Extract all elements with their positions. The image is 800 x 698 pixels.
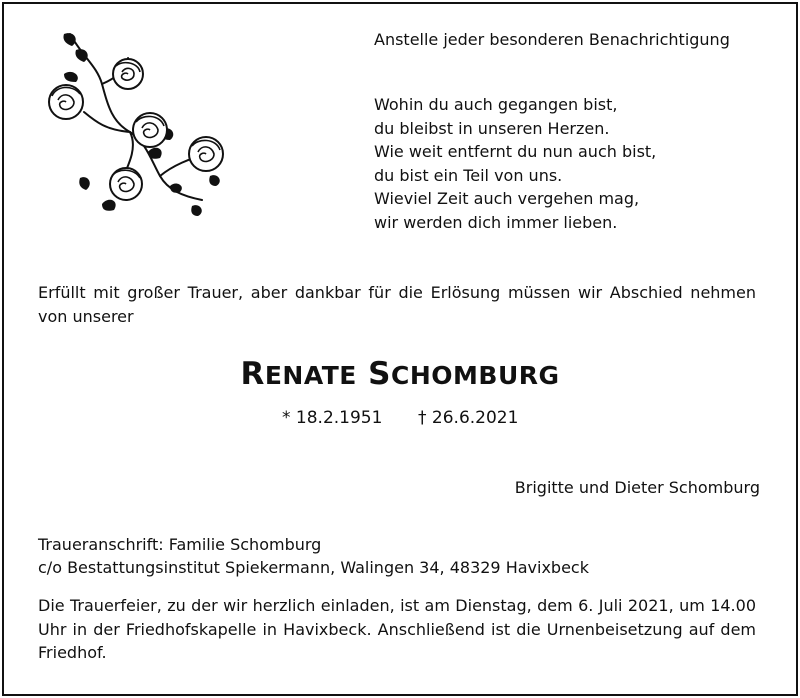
name-last-initial: S	[368, 356, 391, 392]
intro-line: Anstelle jeder besonderen Benachrichtigung	[374, 30, 730, 49]
poem-line: Wie weit entfernt du nun auch bist,	[374, 142, 657, 161]
lead-paragraph: Erfüllt mit großer Trauer, aber dankbar für die Erlösung müssen wir Abschied nehmen von unserer	[38, 283, 756, 326]
birth-date: * 18.2.1951	[282, 408, 383, 428]
poem-line: Wieviel Zeit auch vergehen mag,	[374, 189, 640, 208]
name-last-rest: CHOMBURG	[391, 361, 560, 390]
poem-line: du bist ein Teil von uns.	[374, 165, 563, 185]
address-line: c/o Bestattungsinstitut Spiekermann, Walingen 34, 48329 Havixbeck	[38, 558, 589, 577]
roses-icon	[42, 26, 232, 222]
name-first-initial: R	[240, 356, 265, 392]
poem-line: du bleibst in unseren Herzen.	[374, 118, 610, 138]
poem	[374, 93, 656, 234]
poem-line: wir werden dich immer lieben.	[374, 212, 618, 232]
deceased-name	[0, 356, 800, 392]
poem-line: Wohin du auch gegangen bist,	[374, 95, 618, 114]
ceremony-paragraph: Die Trauerfeier, zu der wir herzlich einladen, ist am Dienstag, dem 6. Juli 2021, um 14.00 Uhr in der Friedhofskapelle in Havixbeck. Anschließend ist die Urnenbeisetzung auf dem Friedhof.	[38, 596, 756, 662]
address-line: Traueranschrift: Familie Schomburg	[38, 535, 322, 554]
death-date: † 26.6.2021	[418, 408, 519, 428]
mourners: Brigitte und Dieter Schomburg	[514, 478, 760, 497]
name-first-rest: ENATE	[264, 361, 357, 390]
